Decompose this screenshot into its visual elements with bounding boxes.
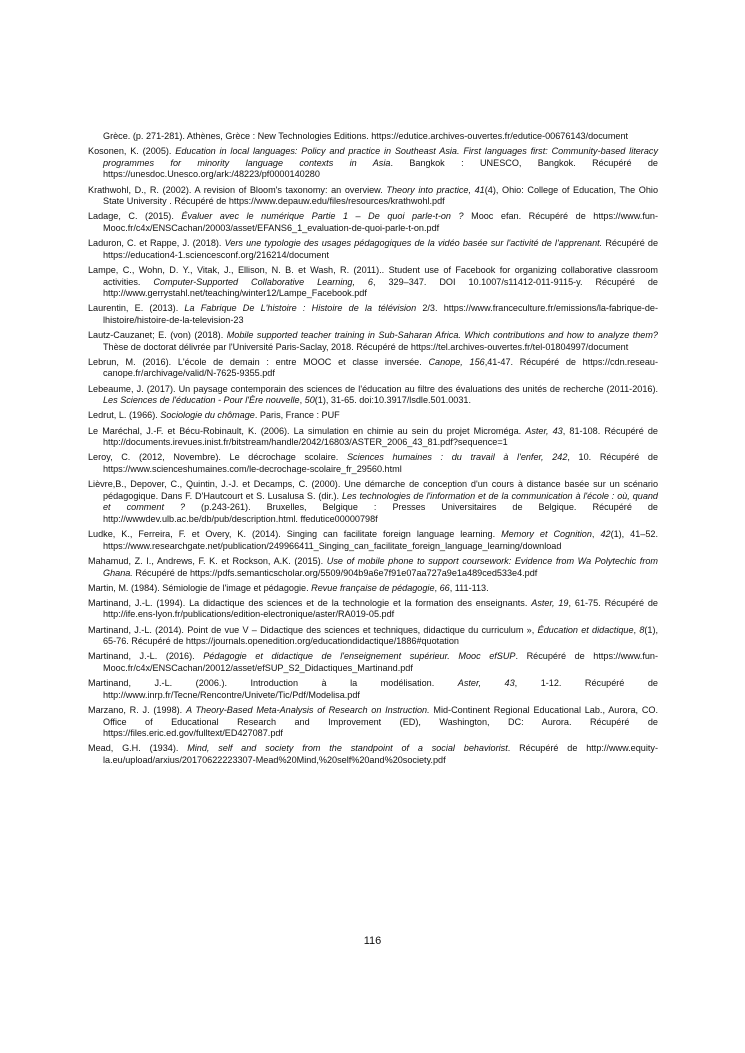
reference-entry (88, 211, 658, 234)
reference-text: , 81-108. Récupéré de http://documents.irevues.inist.fr/bitstream/handle/2042/16803/ASTER_2006_43_81.pdf?sequence=1 (103, 425, 658, 448)
reference-text: . Paris, France : PUF (254, 410, 340, 421)
reference-text: Lampe, C., Wohn, D. Y., Vitak, J., Ellison, N. B. et Wash, R. (2011).. Student use of Facebook for organizing collaborative classroom activities. (88, 264, 658, 287)
reference-title-text: Éducation et didactique (537, 624, 634, 635)
reference-title-text: Aster, 43 (457, 678, 515, 689)
reference-entry (88, 556, 658, 579)
reference-text: Martinand, J.-L. (2006.). Introduction à la modélisation. (88, 678, 458, 689)
reference-text: Récupéré de https://pdfs.semanticscholar.org/5509/904b9a6e7f91e07aa727a9e1a489ced533e4.pdf (132, 567, 538, 578)
reference-title-text: Sciences humaines : du travail à l'enfer, 242 (346, 452, 568, 463)
reference-text: Laduron, C. et Rappe, J. (2018). (88, 238, 225, 249)
reference-title-text: Aster, 43 (525, 425, 563, 436)
reference-entry (88, 678, 658, 701)
reference-text: Martin, M. (1984). Sémiologie de l'image et pédagogie. (88, 582, 312, 593)
reference-text: Thèse de doctorat délivrée par l'Université Paris-Saclay, 2018. Récupéré de https://tel.archives-ouvertes.fr/tel-01804997/document (103, 341, 629, 352)
reference-text: Grèce. (p. 271-281). Athènes, Grèce : New Technologies Editions. https://edutice.archives-ouvertes.fr/edutice-00676143/document (103, 131, 629, 141)
reference-entry (88, 452, 658, 475)
reference-text: ,41-47. Récupéré de https://cdn.reseau-canope.fr/archivage/valid/N-7625-9355.pdf (103, 356, 658, 379)
reference-text: , (591, 529, 601, 540)
reference-title-text: Revue française de pédagogie (311, 582, 435, 593)
reference-text: (1), 65-76. Récupéré de https://journals.openedition.org/educationdidactique/1886#quotation (103, 624, 659, 647)
reference-entry (88, 330, 658, 353)
reference-text: Récupéré de https://education4-1.sciencesconf.org/216214/document (103, 238, 659, 260)
reference-entry (88, 131, 658, 143)
reference-entry (88, 265, 658, 300)
reference-entry (88, 651, 658, 674)
reference-entry (88, 303, 658, 326)
reference-entry (88, 705, 658, 740)
reference-title-text: Les Sciences de l'éducation - Pour l'Ère nouvelle (103, 395, 300, 406)
reference-title-text: La Fabrique De L'histoire : Histoire de la télévision (184, 303, 417, 314)
reference-entry (88, 238, 658, 261)
reference-text: Krathwohl, D., R. (2002). A revision of Bloom's taxonomy: an overview. (88, 184, 387, 195)
reference-text: Lebrun, M. (2016). L'école de demain : entre MOOC et classe inversée. (88, 356, 429, 367)
reference-title-text: Canope, 156 (428, 356, 485, 367)
reference-text: (1), 41–52. https://www.researchgate.net/publication/249966411_Singing_can_facilitate_foreign_language_learning/download (103, 529, 658, 551)
reference-entry (88, 625, 658, 648)
reference-title-text: Education in local languages: Policy and practice in Southeast Asia. First languages first: Community-based literacy programmes for minority language contexts in Asia (103, 146, 658, 168)
reference-text: , 61-75. Récupéré de http://ife.ens-lyon.fr/publications/edition-electronique/aster/RA019-05.pdf (103, 597, 658, 620)
reference-text: (1), 31-65. doi:10.3917/lsdle.501.0031. (314, 395, 471, 406)
reference-text: Mooc efan. Récupéré de https://www.fun-Mooc.fr/c4x/ENSCachan/20003/asset/EFANS6_1_evaluation-de-quoi-parle-t-on.pdf (103, 211, 658, 233)
reference-text: Lièvre,B., Depover, C., Quintin, J.-J. et Decamps, C. (2000). Une démarche de conception d'un cours à distance basée sur un scénario pédagogique. Dans F. D'Hautcourt et S. Lusalusa S. (dir.). (88, 479, 658, 501)
reference-text: Lebeaume, J. (2017). Un paysage contemporain des sciences de l'éducation au filtre des évaluations des unités de recherche (2011-2016). (88, 383, 658, 394)
reference-text: Le Maréchal, J.-F. et Bécu-Robinault, K. (2006). La simulation en chimie au sein du projet Microméga. (88, 425, 526, 436)
reference-text: Leroy, C. (2012, Novembre). Le décrochage scolaire. (88, 452, 347, 463)
reference-text: Laurentin, E. (2013). (88, 303, 185, 314)
reference-text: . Récupéré de https://www.fun-Mooc.fr/c4x/ENSCachan/20012/asset/efSUP_S2_Didactiques_Martinand.pdf (103, 651, 659, 674)
reference-entry (88, 479, 658, 525)
reference-text: Lautz-Cauzanet; E. (von) (2018). (88, 330, 227, 341)
reference-entry (88, 357, 658, 380)
reference-entry (88, 146, 658, 181)
reference-text: , 329–347. DOI 10.1007/s11412-011-9115-y. Récupéré de http://www.gerrystahl.net/teaching/winter12/Lampe_Facebook.pdf (103, 276, 658, 299)
reference-title-text: A Theory-Based Meta-Analysis of Research on Instruction. (185, 705, 430, 715)
reference-title-text: 50 (304, 395, 315, 406)
reference-text: . Bangkok : UNESCO, Bangkok. Récupéré de https://unesdoc.Unesco.org/ark:/48223/pf0000140280 (103, 157, 658, 180)
reference-text: Kosonen, K. (2005). (88, 146, 176, 157)
reference-text: , 111-113. (449, 582, 489, 593)
reference-entry (88, 529, 658, 552)
reference-text: Mead, G.H. (1934). (88, 743, 188, 754)
reference-text: Martinand, J.-L. (2014). Point de vue V – Didactique des sciences et techniques, didactique du curriculum », (88, 624, 538, 635)
reference-text: (p.243-261). Bruxelles, Belgique : Presses Universitaires de Belgique. Récupéré de http://wwwdev.ulb.ac.be/db/pub/description.html. ffedutice00000798f (103, 502, 658, 524)
reference-title-text: Computer-Supported Collaborative Learning, 6 (153, 276, 373, 287)
page-number: 116 (363, 935, 382, 947)
reference-text: Ladage, C. (2015). (88, 211, 182, 222)
reference-title-text: Memory et Cognition (501, 529, 592, 540)
reference-entry (88, 384, 658, 407)
reference-title-text: Vers une typologie des usages pédagogiques de la vidéo basée sur l'activité de l'apprenant. (224, 238, 603, 249)
reference-entry (88, 743, 658, 766)
reference-title-text: Mobile supported teacher training in Sub-Saharan Africa. Which contributions and how to analyze them? (226, 330, 658, 341)
reference-entry (88, 185, 658, 208)
reference-title-text: Mind, self and society from the standpoint of a social behaviorist (187, 743, 508, 754)
reference-list (88, 131, 658, 770)
reference-text: Ludke, K., Ferreira, F. et Overy, K. (2014). Singing can facilitate foreign language learning. (88, 529, 502, 540)
reference-title-text: Aster, 19 (531, 597, 569, 608)
reference-title-text: Évaluer avec le numérique Partie 1 – De quoi parle-t-on ? (181, 211, 464, 222)
reference-title-text: Theory into practice, 41 (386, 184, 485, 195)
reference-text: , 1-12. Récupéré de http://www.inrp.fr/Tecne/Rencontre/Univete/Tic/Pdf/Modelisa.pdf (103, 678, 658, 700)
reference-title-text: Pédagogie et didactique de l'enseignement supérieur. Mooc efSUP (203, 651, 516, 662)
reference-text: 2/3. https://www.franceculture.fr/emissions/la-fabrique-de-lhistoire/histoire-de-la-television-23 (103, 303, 658, 325)
reference-text: , (633, 624, 640, 635)
reference-text: . Récupéré de http://www.equity-la.eu/upload/arxius/20170622223307-Mead%20Mind,%20self%20and%20society.pdf (103, 743, 658, 765)
reference-entry (88, 598, 658, 621)
reference-text: Marzano, R. J. (1998). (88, 705, 186, 715)
reference-entry (88, 410, 658, 422)
reference-text: (4), Ohio: College of Education, The Ohio State University . Récupéré de https://www.depauw.edu/files/resources/krathwohl.pdf (103, 184, 658, 207)
reference-text: , (299, 395, 305, 406)
reference-entry (88, 583, 658, 595)
reference-text: Martinand, J.-L. (2016). (88, 651, 204, 662)
reference-text: Mid-Continent Regional Educational Lab., Aurora, CO. Office of Educational Research and Improvement (ED), Washington, DC: Aurora. Récupéré de https://files.eric.ed.gov/fulltext/ED427087.pdf (103, 705, 658, 739)
reference-text: Martinand, J.-L. (1994). La didactique des sciences et de la technologie et la formation des enseignants. (88, 597, 532, 608)
reference-title-text: 42 (600, 529, 611, 540)
reference-text: , (434, 582, 440, 593)
reference-title-text: Use of mobile phone to support coursework: Evidence from Wa Polytechic from Ghana. (103, 555, 658, 578)
reference-entry (88, 426, 658, 449)
reference-title-text: 66 (439, 582, 450, 593)
reference-title-text: Les technologies de l'information et de la communication à l'école : où, quand et comment ? (103, 490, 658, 513)
reference-text: Ledrut, L. (1966). (88, 410, 161, 421)
reference-text: Mahamud, Z. I., Andrews, F. K. et Rockson, A.K. (2015). (88, 555, 327, 566)
reference-title-text: Sociologie du chômage (160, 410, 255, 421)
reference-text: , 10. Récupéré de https://www.scienceshumaines.com/le-decrochage-scolaire_fr_29560.html (103, 452, 659, 474)
reference-title-text: 8 (639, 624, 645, 635)
